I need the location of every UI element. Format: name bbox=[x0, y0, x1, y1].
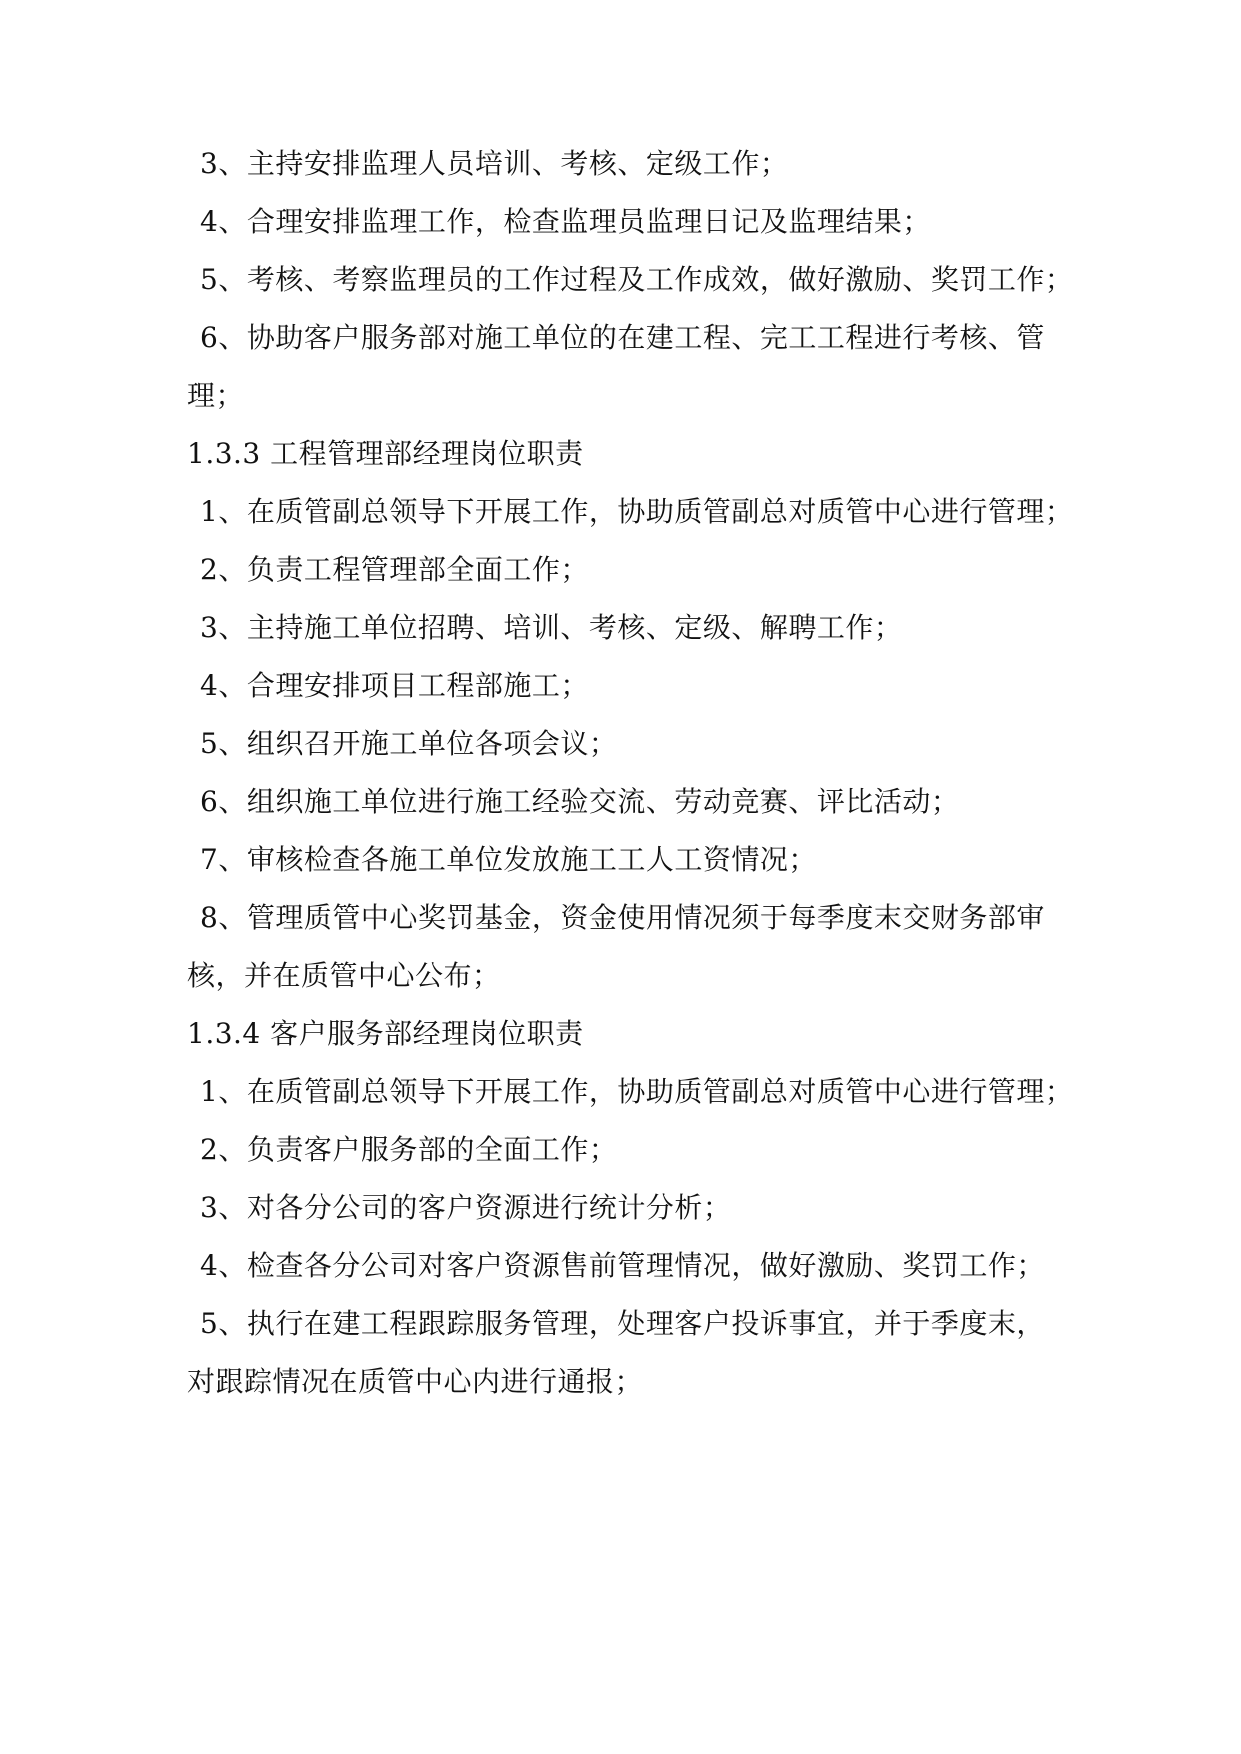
list-item: 6、组织施工单位进行施工经验交流、劳动竞赛、评比活动； bbox=[200, 785, 960, 818]
list-item-continuation: 理； bbox=[187, 379, 245, 412]
section-heading: 1.3.4 客户服务部经理岗位职责 bbox=[187, 1017, 584, 1050]
list-item: 6、协助客户服务部对施工单位的在建工程、完工工程进行考核、管 bbox=[200, 321, 1045, 354]
list-item: 4、检查各分公司对客户资源售前管理情况，做好激励、奖罚工作； bbox=[200, 1249, 1045, 1282]
list-item: 4、合理安排项目工程部施工； bbox=[200, 669, 589, 702]
list-item: 5、考核、考察监理员的工作过程及工作成效，做好激励、奖罚工作； bbox=[200, 263, 1074, 296]
list-item-continuation: 核，并在质管中心公布； bbox=[187, 959, 501, 992]
list-item: 3、主持安排监理人员培训、考核、定级工作； bbox=[200, 147, 789, 180]
section-heading: 1.3.3 工程管理部经理岗位职责 bbox=[187, 437, 584, 470]
list-item: 3、主持施工单位招聘、培训、考核、定级、解聘工作； bbox=[200, 611, 903, 644]
list-item: 2、负责工程管理部全面工作； bbox=[200, 553, 589, 586]
list-item: 3、对各分公司的客户资源进行统计分析； bbox=[200, 1191, 732, 1224]
list-item: 7、审核检查各施工单位发放施工工人工资情况； bbox=[200, 843, 817, 876]
list-item: 4、合理安排监理工作，检查监理员监理日记及监理结果； bbox=[200, 205, 931, 238]
list-item: 1、在质管副总领导下开展工作，协助质管副总对质管中心进行管理； bbox=[200, 495, 1074, 528]
list-item-continuation: 对跟踪情况在质管中心内进行通报； bbox=[187, 1365, 644, 1398]
list-item: 2、负责客户服务部的全面工作； bbox=[200, 1133, 618, 1166]
list-item: 8、管理质管中心奖罚基金，资金使用情况须于每季度末交财务部审 bbox=[200, 901, 1045, 934]
list-item: 1、在质管副总领导下开展工作，协助质管副总对质管中心进行管理； bbox=[200, 1075, 1074, 1108]
list-item: 5、执行在建工程跟踪服务管理，处理客户投诉事宜，并于季度末， bbox=[200, 1307, 1045, 1340]
list-item: 5、组织召开施工单位各项会议； bbox=[200, 727, 618, 760]
